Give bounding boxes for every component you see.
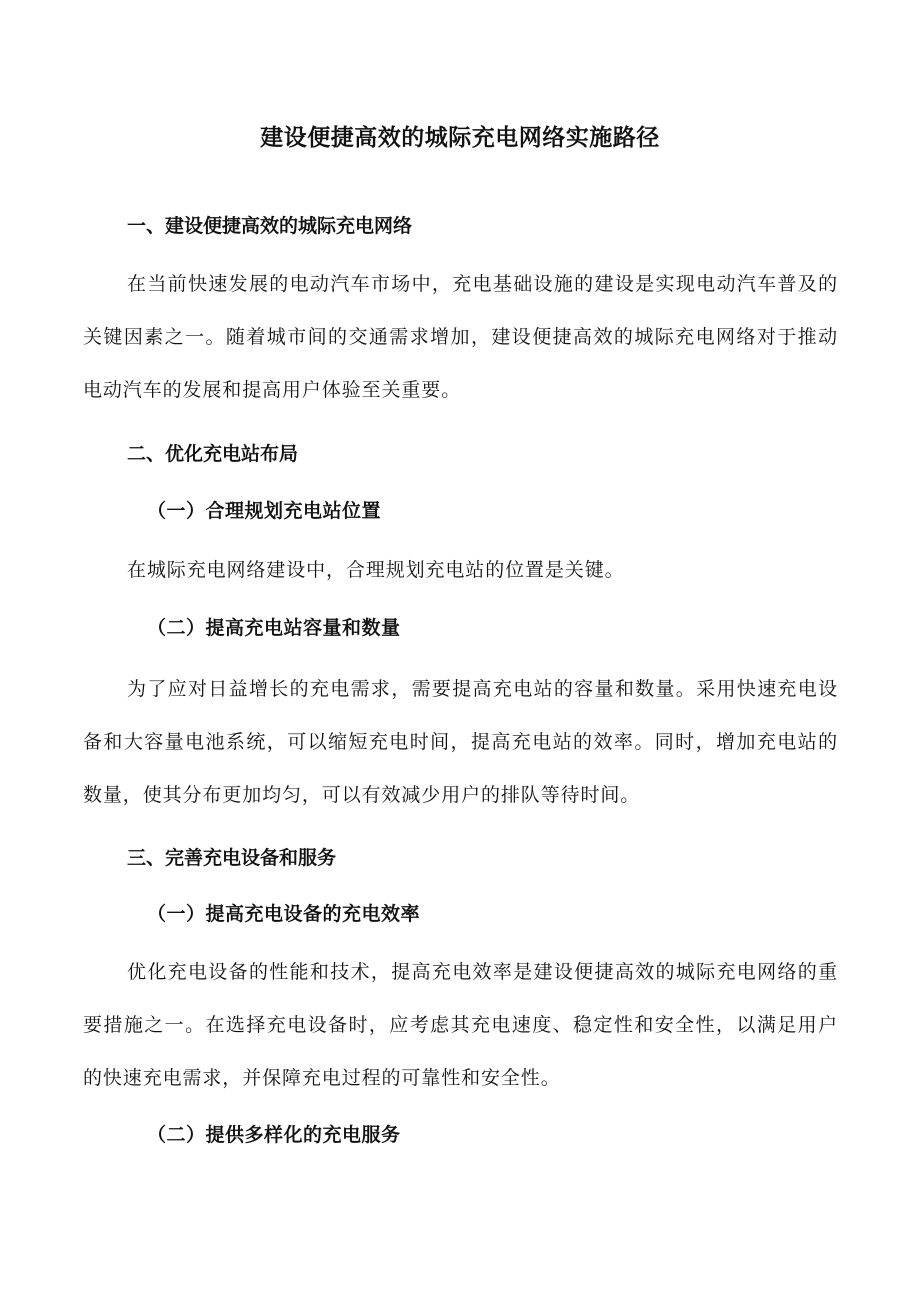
subsection-heading-3-1: （一）提高充电设备的充电效率 <box>147 903 421 925</box>
section-1-paragraph: 在当前快速发展的电动汽车市场中，充电基础设施的建设是实现电动汽车普及的关键因素之一。随着城市间的交通需求增加，建设便捷高效的城际充电网络对于推动电动汽车的发展和提高用户体验至关重要。 <box>83 273 838 401</box>
section-heading-2: 二、优化充电站布局 <box>127 443 299 465</box>
subsection-2-1-paragraph: 在城际充电网络建设中，合理规划充电站的位置是关键。 <box>127 559 625 581</box>
subsection-heading-3-2: （二）提供多样化的充电服务 <box>147 1124 401 1146</box>
subsection-heading-2-2: （二）提高充电站容量和数量 <box>147 617 401 639</box>
subsection-3-1-paragraph: 优化充电设备的性能和技术，提高充电效率是建设便捷高效的城际充电网络的重要措施之一。在选择充电设备时，应考虑其充电速度、稳定性和安全性，以满足用户的快速充电需求，并保障充电过程的可靠性和安全性。 <box>83 961 838 1089</box>
subsection-heading-2-1: （一）合理规划充电站位置 <box>147 500 382 522</box>
subsection-2-2-paragraph: 为了应对日益增长的充电需求，需要提高充电站的容量和数量。采用快速充电设备和大容量电池系统，可以缩短充电时间，提高充电站的效率。同时，增加充电站的数量，使其分布更加均匀，可以有效减少用户的排队等待时间。 <box>83 678 838 806</box>
section-heading-1: 一、建设便捷高效的城际充电网络 <box>127 215 413 237</box>
document-title: 建设便捷高效的城际充电网络实施路径 <box>260 125 660 151</box>
section-heading-3: 三、完善充电设备和服务 <box>127 847 337 869</box>
